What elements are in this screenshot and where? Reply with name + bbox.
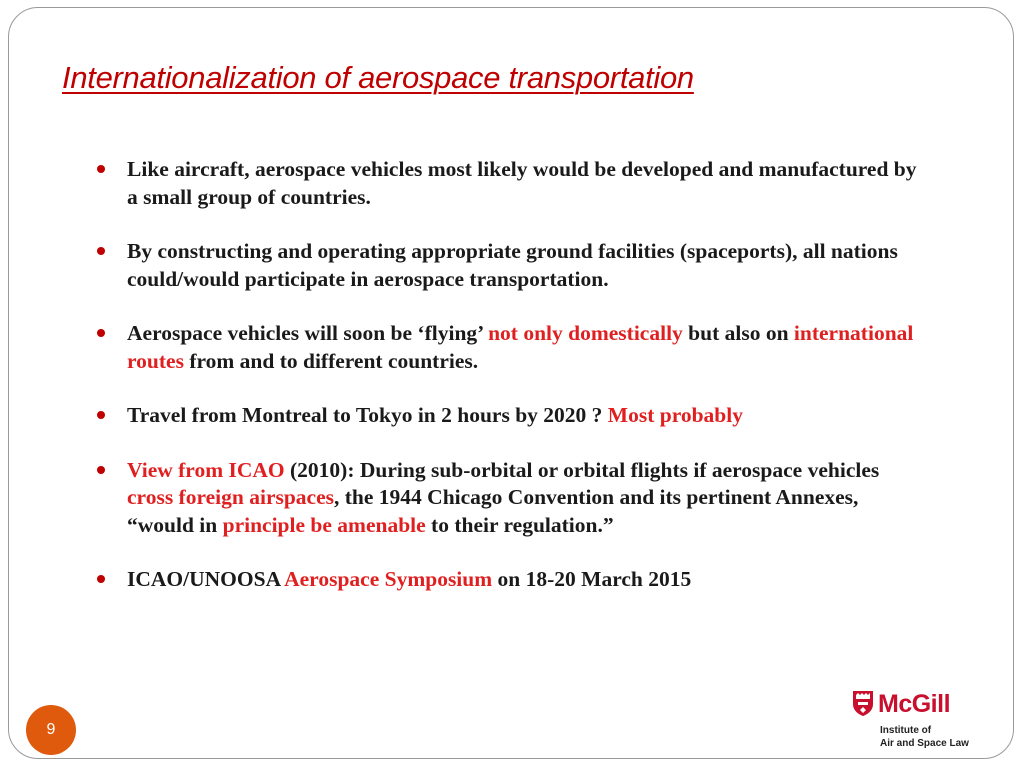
logo-name: McGill <box>878 690 951 718</box>
bullet-dot-icon <box>97 329 105 337</box>
bullet-dot-icon <box>97 411 105 419</box>
bullet-text: Travel from Montreal to Tokyo in 2 hours by 2020 ? <box>127 403 608 427</box>
highlighted-text: principle be amenable <box>222 512 426 537</box>
bullet-text: from and to different countries. <box>183 348 479 373</box>
highlighted-text: View from ICAO <box>127 457 285 482</box>
bullet-item <box>97 320 927 375</box>
bullet-dot-icon <box>97 575 105 583</box>
bullet-text: Aerospace vehicles will soon be ‘flying’ <box>127 321 489 345</box>
bullet-item <box>97 566 927 594</box>
logo-subtitle-line-2: Air and Space Law <box>880 738 969 749</box>
bullet-dot-icon <box>97 466 105 474</box>
highlighted-text: Aerospace Symposium <box>284 567 493 591</box>
bullet-text: but also on <box>682 321 794 345</box>
logo-subtitle <box>880 724 969 750</box>
bullet-text: on 18-20 March 2015 <box>492 567 692 591</box>
bullet-text: ICAO/UNOOSA <box>127 567 285 591</box>
bullet-item <box>97 238 927 293</box>
slide-title: Internationalization of aerospace transportation <box>62 60 694 95</box>
bullet-item <box>97 156 927 211</box>
bullet-text: Like aircraft, aerospace vehicles most likely would be developed and manufactured by a small group of countries. <box>127 157 917 209</box>
bullet-list <box>97 156 927 594</box>
bullet-dot-icon <box>97 165 105 173</box>
bullet-item <box>97 402 927 430</box>
highlighted-text: not only domestically <box>488 321 683 345</box>
bullet-text: (2010): During sub-orbital or orbital flights if aerospace vehicles <box>284 457 880 482</box>
highlighted-text: Most probably <box>607 403 743 427</box>
mcgill-shield-icon <box>852 690 874 717</box>
bullet-text: , the 1944 Chicago Convention and its pertinent Annexes, “would in <box>127 485 859 537</box>
highlighted-text: international routes <box>127 321 914 373</box>
mcgill-logo <box>852 689 972 749</box>
bullet-dot-icon <box>97 247 105 255</box>
highlighted-text: cross foreign airspaces <box>127 485 335 509</box>
slide-frame <box>8 7 1014 759</box>
bullet-text: By constructing and operating appropriate ground facilities (spaceports), all nations could/would participate in aerospace transportation. <box>127 239 898 291</box>
bullet-item <box>97 457 927 540</box>
page-number: 9 <box>46 721 56 738</box>
page-number-badge <box>26 705 76 755</box>
logo-subtitle-line-1: Institute of <box>880 725 932 736</box>
bullet-text: to their regulation.” <box>425 512 614 537</box>
